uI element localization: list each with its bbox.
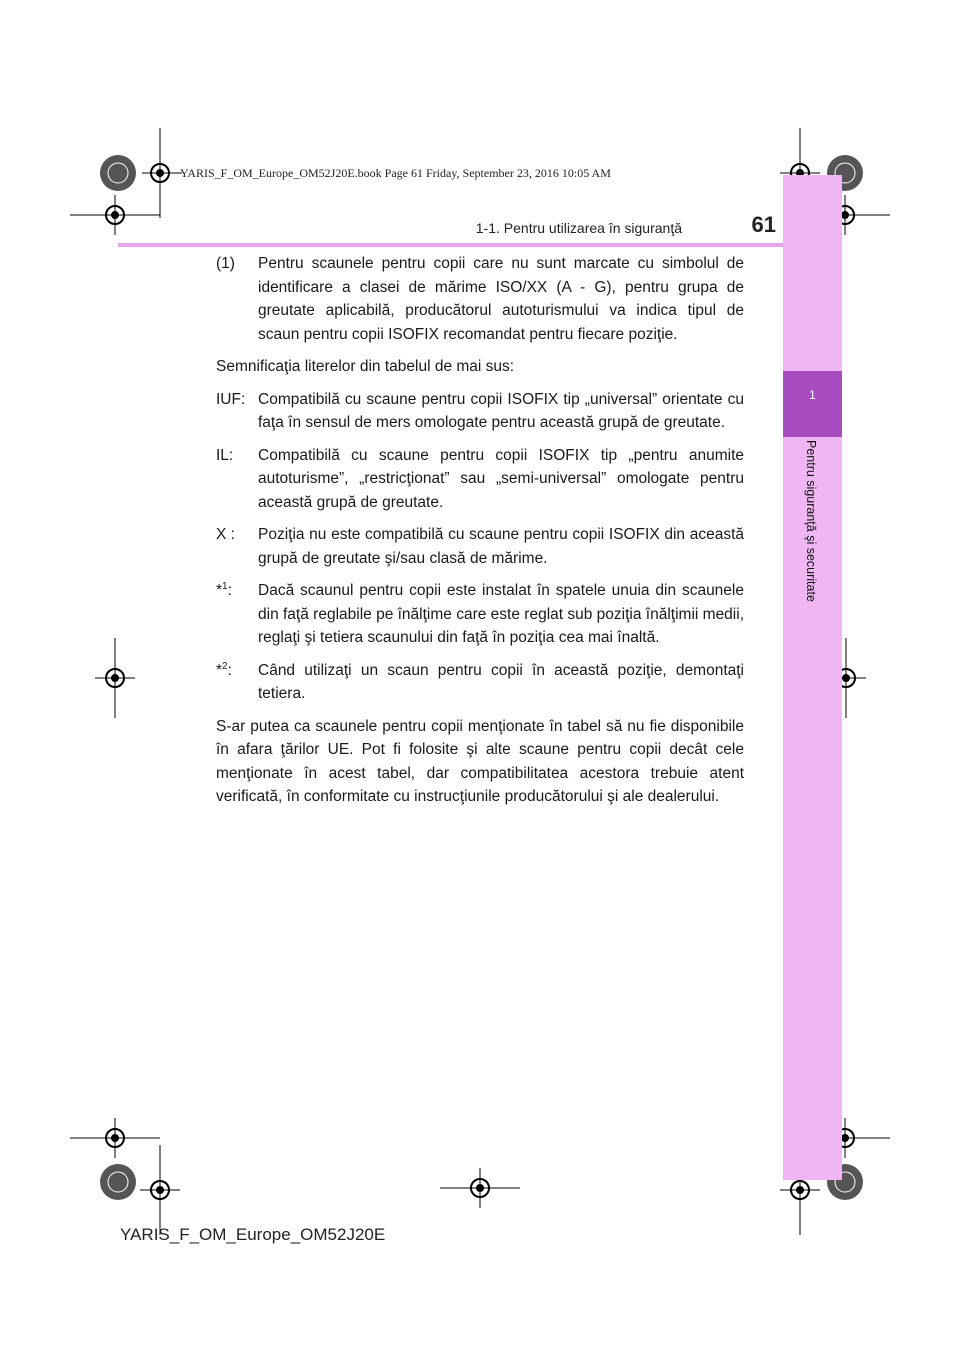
side-chapter-tab bbox=[783, 175, 842, 1180]
definition-label: IL: bbox=[216, 446, 234, 464]
note-item bbox=[216, 252, 744, 346]
note-text: Pentru scaunele pentru copii care nu sunt marcate cu simbolul de identificare a clasei de mărime ISO/XX (A - G), pentru grupa de greutate aplicabilă, producătorul autoturismului va indica tipul de scaun pentru copii ISOFIX recomandat pentru fiecare poziţie. bbox=[258, 255, 744, 343]
side-chapter-tab-highlight bbox=[783, 371, 842, 437]
chapter-number: 1 bbox=[809, 388, 816, 402]
footnote-colon: : bbox=[227, 582, 232, 599]
registration-mark-left-middle bbox=[95, 638, 135, 718]
closing-paragraph: S-ar putea ca scaunele pentru copii menţionate în tabel să nu fie disponibile în afara ţărilor UE. Pot fi folosite şi alte scaune pentru copii decât cele menţionate în acest tabel, dar compatibilitatea acestora trebuie atent verificată, în conformitate cu instrucţiunile producătorului şi ale dealerului. bbox=[216, 717, 744, 805]
header-rule bbox=[118, 243, 783, 247]
definition-text: Compatibilă cu scaune pentru copii ISOFIX tip „pentru anumite autoturisme”, „restricţionat” sau „semi-universal” omologate pentru această grupă de greutate. bbox=[258, 446, 744, 511]
section-header-title: 1-1. Pentru utilizarea în siguranţă bbox=[475, 220, 682, 236]
footnote-colon: : bbox=[227, 661, 232, 679]
meaning-intro: Semnificaţia literelor din tabelul de mai sus: bbox=[216, 358, 515, 375]
body-text bbox=[216, 252, 744, 818]
footer-book-id: YARIS_F_OM_Europe_OM52J20E bbox=[120, 1225, 386, 1244]
footnote-number: 2 bbox=[222, 660, 228, 672]
registration-mark-bottom-left-outer bbox=[98, 1162, 138, 1202]
chapter-label: Pentru siguranţă şi securitate bbox=[804, 440, 818, 602]
footnote-item bbox=[216, 659, 744, 706]
definition-item bbox=[216, 444, 744, 515]
footnote-marker bbox=[216, 579, 258, 650]
definition-text: Compatibilă cu scaune pentru copii ISOFIX tip „universal” orientate cu faţa în sensul de mers omologate pentru această grupă de greutate. bbox=[258, 390, 744, 431]
page-number: 61 bbox=[751, 212, 776, 237]
footnote-item bbox=[216, 579, 744, 650]
definition-label: IUF: bbox=[216, 390, 246, 408]
footnote-text: Dacă scaunul pentru copii este instalat în spatele unuia din scaunele din faţă reglabile pe înălţime care este reglat sub poziţia înălţimii medii, reglaţi şi tetiera scaunului din faţă în poziţia cea mai înaltă. bbox=[258, 582, 744, 646]
registration-mark-top-left-outer bbox=[98, 153, 138, 193]
footnote-text: Când utilizaţi un scaun pentru copii în această poziţie, demontaţi tetiera. bbox=[258, 661, 744, 702]
footnote-marker bbox=[216, 659, 258, 706]
definition-item bbox=[216, 523, 744, 570]
registration-mark-left-top bbox=[70, 195, 160, 235]
definition-text: Poziţia nu este compatibilă cu scaune pentru copii ISOFIX din această grupă de greutate şi/sau clasă de mărime. bbox=[258, 526, 744, 567]
registration-mark-bottom-left bbox=[140, 1145, 180, 1235]
registration-mark-bottom-center bbox=[440, 1168, 520, 1208]
footnote-number: 1 bbox=[222, 580, 228, 592]
note-label: (1) bbox=[216, 255, 235, 272]
file-stamp: YARIS_F_OM_Europe_OM52J20E.book Page 61 Friday, September 23, 2016 10:05 AM bbox=[180, 166, 611, 180]
definition-item bbox=[216, 388, 744, 435]
definition-label: X : bbox=[216, 526, 235, 543]
footnote-asterisk: * bbox=[216, 661, 223, 679]
footnote-asterisk: * bbox=[216, 582, 223, 599]
